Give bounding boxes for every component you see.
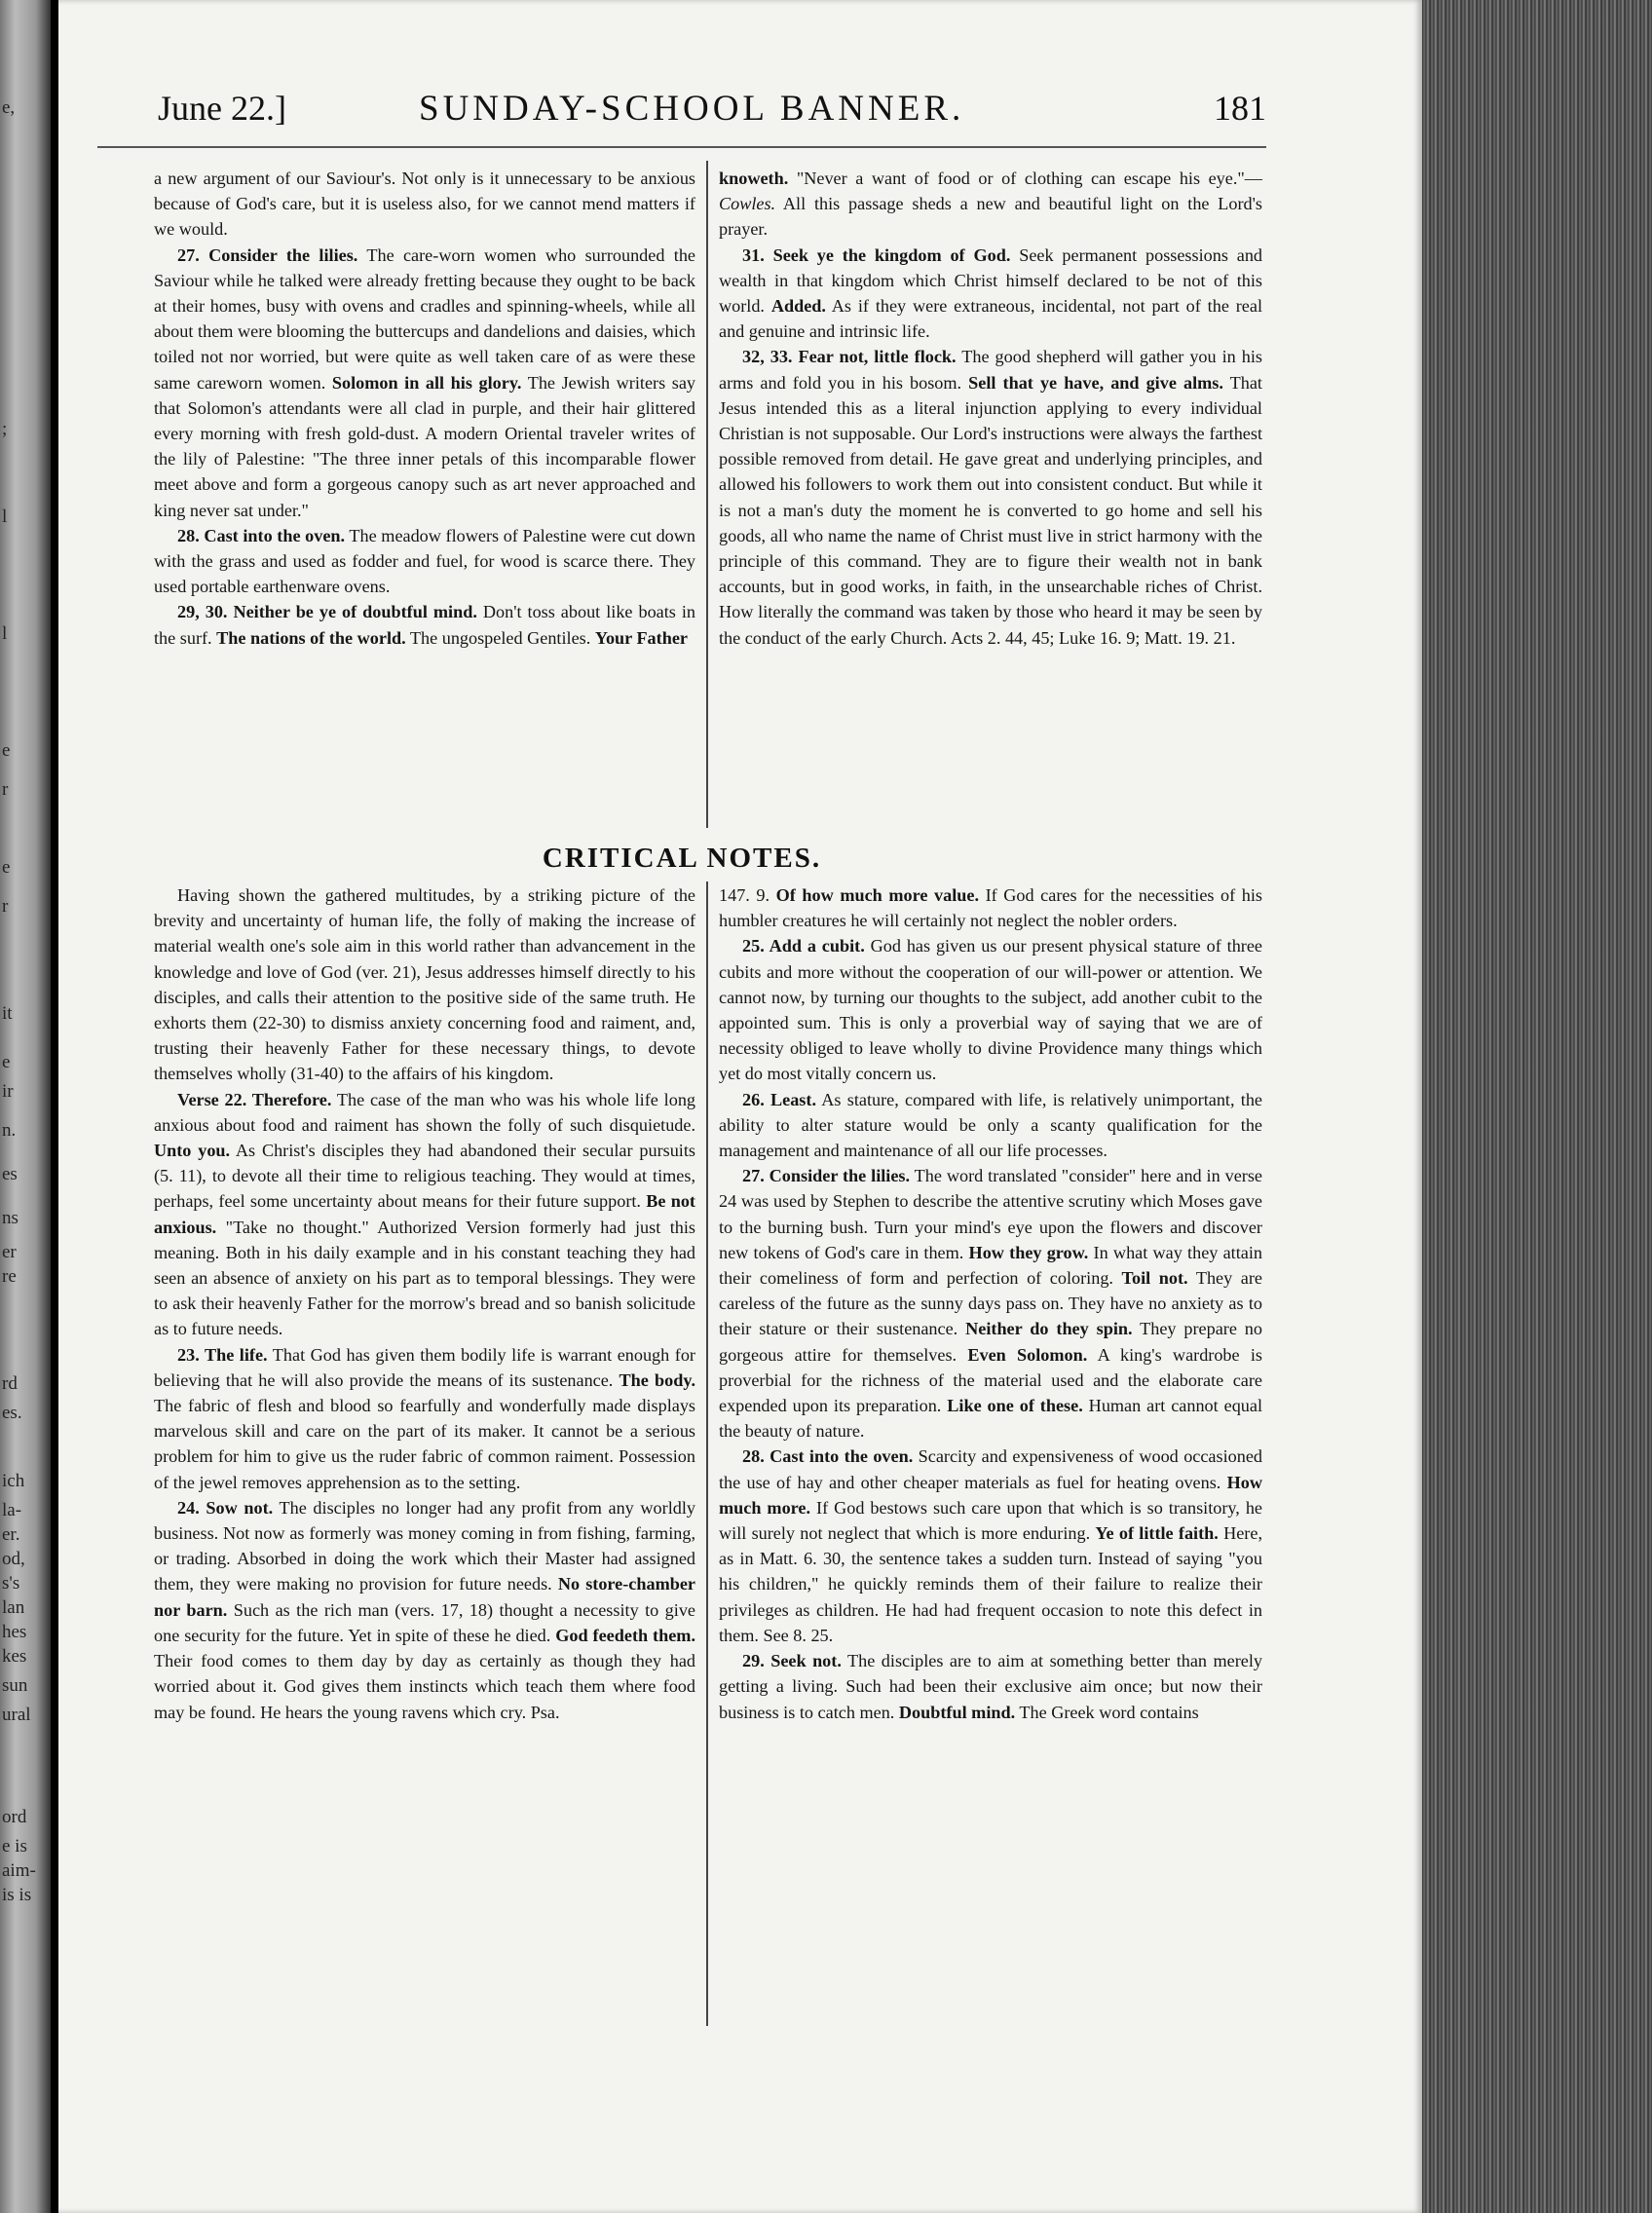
paragraph: Having shown the gathered multitudes, by a striking picture of the brevity and uncertainty of human life, the folly of making the increase of material wealth one's sole aim in this world rather than advancement in the knowledge and love of God (ver. 21), Jesus addresses himself directly to his disciples, and calls their attention to the positive side of the same truth. He exhorts them (22-30) to dismiss anxiety concerning food and raiment, and, trusting their heavenly Father for these necessary things, to devote themselves wholly (31-40) to the affairs of his kingdom. <box>154 885 695 1084</box>
bottom-left-column <box>154 882 695 1725</box>
previous-page-text-fragment: e, <box>2 97 16 118</box>
page-header <box>97 88 1266 136</box>
previous-page-text-fragment: ; <box>2 419 8 439</box>
previous-page-text-fragment: e is <box>2 1836 27 1857</box>
paragraph: 147. 9. Of how much more value. If God cares for the necessities of his humbler creatures he will certainly not neglect the nobler orders. <box>719 885 1262 931</box>
column-divider <box>706 881 708 2026</box>
header-page-number: 181 <box>1214 89 1266 128</box>
previous-page-text-fragment: re <box>2 1266 17 1287</box>
previous-page-text-fragment: it <box>2 1003 13 1024</box>
previous-page-text-fragment: ich <box>2 1471 25 1491</box>
previous-page-text-fragment: hes <box>2 1622 27 1642</box>
previous-page-text-fragment: sun <box>2 1675 28 1696</box>
paragraph: 26. Least. As stature, compared with life, is relatively unimportant, the ability to alter stature would be only a scanty qualification for the management and maintenance of all our life processes. <box>719 1089 1263 1161</box>
section-heading: CRITICAL NOTES. <box>542 843 822 874</box>
previous-page-text-fragment: er <box>2 1242 17 1262</box>
top-right-column <box>719 166 1262 651</box>
paragraph: 29, 30. Neither be ye of doubtful mind. Don't toss about like boats in the surf. The nations of the world. The ungospeled Gentiles. Your Father <box>154 602 696 648</box>
previous-page-edge <box>0 0 51 2213</box>
previous-page-text-fragment: ural <box>2 1705 31 1725</box>
previous-page-text-fragment: od, <box>2 1549 25 1569</box>
paragraph: 27. Consider the lilies. The word translated "consider" here and in verse 24 was used by Stephen to describe the attentive scrutiny which Moses gave to the burning bush. Turn your mind's eye upon the flowers and discover new tokens of God's care in them. How they grow. In what way they attain their comeliness of form and perfection of coloring. Toil not. They are careless of the future as the sunny days pass on. They have no anxiety as to their stature or their sustenance. Neither do they spin. They prepare no gorgeous attire for themselves. Even Solomon. A king's wardrobe is proverbial for the richness of the material used and the elaborate care expended upon its preparation. Like one of these. Human art cannot equal the beauty of nature. <box>719 1166 1263 1442</box>
previous-page-text-fragment: e <box>2 857 11 878</box>
previous-page-text-fragment: kes <box>2 1646 27 1667</box>
paragraph: a new argument of our Saviour's. Not only is it unnecessary to be anxious because of God's care, but it is useless also, for we cannot mend matters if we would. <box>154 169 695 240</box>
previous-page-text-fragment: is is <box>2 1885 32 1905</box>
previous-page-text-fragment: e <box>2 1052 11 1072</box>
previous-page-text-fragment: la- <box>2 1500 22 1520</box>
previous-page-text-fragment: er. <box>2 1524 20 1545</box>
paragraph: 25. Add a cubit. God has given us our present physical stature of three cubits and more without the cooperation of our will-power or attention. We cannot now, by turning our thoughts to the subject, add another cubit to the appointed sum. This is only a proverbial way of saying that we are of necessity obliged to leave wholly to divine Providence many things which yet do most vitally concern us. <box>719 936 1262 1084</box>
previous-page-text-fragment: r <box>2 896 9 917</box>
previous-page-text-fragment: e <box>2 740 11 761</box>
paragraph: 28. Cast into the oven. Scarcity and expensiveness of wood occasioned the use of hay and other cheaper materials as fuel for heating ovens. How much more. If God bestows such care upon that which is so transitory, he will surely not neglect that which is more enduring. Ye of little faith. Here, as in Matt. 6. 30, the sentence takes a sudden turn. Instead of saying "you his children," he quickly reminds them of their failure to realize their privileges as children. He had had frequent occasion to note this defect in them. See 8. 25. <box>719 1446 1262 1645</box>
paragraph: knoweth. "Never a want of food or of clothing can escape his eye."—Cowles. All this passage sheds a new and beautiful light on the Lord's prayer. <box>719 169 1262 240</box>
column-divider <box>706 161 708 828</box>
previous-page-text-fragment: r <box>2 779 9 800</box>
previous-page-text-fragment: ns <box>2 1208 19 1228</box>
paragraph: 28. Cast into the oven. The meadow flowers of Palestine were cut down with the grass and used as fodder and fuel, for wood is scarce there. They used portable earthenware ovens. <box>154 525 695 597</box>
previous-page-text-fragment: lan <box>2 1597 25 1618</box>
previous-page-text-fragment: ir <box>2 1081 14 1102</box>
paragraph: 29. Seek not. The disciples are to aim at something better than merely getting a living. Such had been their exclusive aim once; but now their business is to catch men. Doubtful mind. The Greek word contains <box>719 1651 1262 1722</box>
header-title: SUNDAY-SCHOOL BANNER. <box>419 89 965 129</box>
paragraph: 31. Seek ye the kingdom of God. Seek permanent possessions and wealth in that kingdom which Christ himself declared to be not of this world. Added. As if they were extraneous, incidental, not part of the real and genuine and intrinsic life. <box>719 244 1263 342</box>
previous-page-text-fragment: es. <box>2 1403 22 1423</box>
top-left-column <box>154 166 695 651</box>
paragraph: 23. The life. That God has given them bodily life is warrant enough for believing that he will also provide the means of its sustenance. The body. The fabric of flesh and blood so fearfully and wonderfully made displays marvelous skill and care on the part of its maker. It cannot be a serious problem for him to give us the ruder fabric of common raiment. Possession of the jewel removes apprehension as to the setting. <box>154 1344 695 1492</box>
previous-page-text-fragment: l <box>2 506 8 527</box>
paragraph: 24. Sow not. The disciples no longer had any profit from any worldly business. Not now as formerly was money coming in from fishing, farming, or trading. Absorbed in doing the work which their Master had assigned them, they were making no provision for future needs. No store-chamber nor barn. Such as the rich man (vers. 17, 18) thought a necessity to give one security for the future. Yet in spite of these he died. God feedeth them. Their food comes to them day by day as certainly as though they had worried about it. God gives them instincts which teach them where food may be found. He hears the young ravens which cry. Psa. <box>154 1497 695 1722</box>
previous-page-text-fragment: es <box>2 1164 18 1184</box>
paragraph: 27. Consider the lilies. The care-worn women who surrounded the Saviour while he talked were already fretting because they ought to be back at their homes, busy with ovens and cradles and spinning-wheels, while all about them were blooming the buttercups and dandelions and daisies, which toiled not nor worried, but were quite as well taken care of as were these same careworn women. Solomon in all his glory. The Jewish writers say that Solomon's attendants were all clad in purple, and their hair glittered every morning with fresh gold-dust. A modern Oriental traveler writes of the lily of Palestine: "The three inner petals of this incomparable flower meet above and form a gorgeous canopy such as art never approached and king never sat under." <box>154 244 695 520</box>
header-date: June 22.] <box>158 89 286 128</box>
previous-page-text-fragment: l <box>2 623 8 644</box>
previous-page-text-fragment: s's <box>2 1573 20 1594</box>
previous-page-text-fragment: ord <box>2 1807 27 1827</box>
page-edges <box>1422 0 1652 2213</box>
previous-page-text-fragment: rd <box>2 1373 18 1394</box>
previous-page-text-fragment: n. <box>2 1120 17 1141</box>
previous-page-text-fragment: aim- <box>2 1860 36 1881</box>
paragraph: 32, 33. Fear not, little flock. The good shepherd will gather you in his arms and fold you in his bosom. Sell that ye have, and give alms. That Jesus intended this as a literal injunction applying to every individual Christian is not supposable. Our Lord's instructions were always the farthest possible removed from detail. He gave great and underlying principles, and allowed his followers to work them out into consistent conduct. But while it is not a man's duty the moment he is converted to go home and sell his goods, all who name the name of Christ must live in strict harmony with the principle of this command. They are to figure their wealth not in bank accounts, but in good works, in faith, in the unsearchable riches of Christ. How literally the command was taken by those who heard it may be seen by the conduct of the early Church. Acts 2. 44, 45; Luke 16. 9; Matt. 19. 21. <box>719 347 1262 648</box>
bottom-right-column <box>719 882 1262 1725</box>
paragraph: Verse 22. Therefore. The case of the man who was his whole life long anxious about food and raiment has shown the folly of such disquietude. Unto you. As Christ's disciples they had abandoned their secular pursuits (5. 11), to devote all their time to religious teaching. They would at times, perhaps, feel some uncertainty about means for their future support. Be not anxious. "Take no thought." Authorized Version formerly had just this meaning. Both in his daily example and in his constant teaching they had seen an absence of anxiety on his part as to temporal blessings. They were to ask their heavenly Father for the morrow's bread and so banish solicitude as to future needs. <box>154 1089 696 1339</box>
header-rule <box>97 146 1266 148</box>
